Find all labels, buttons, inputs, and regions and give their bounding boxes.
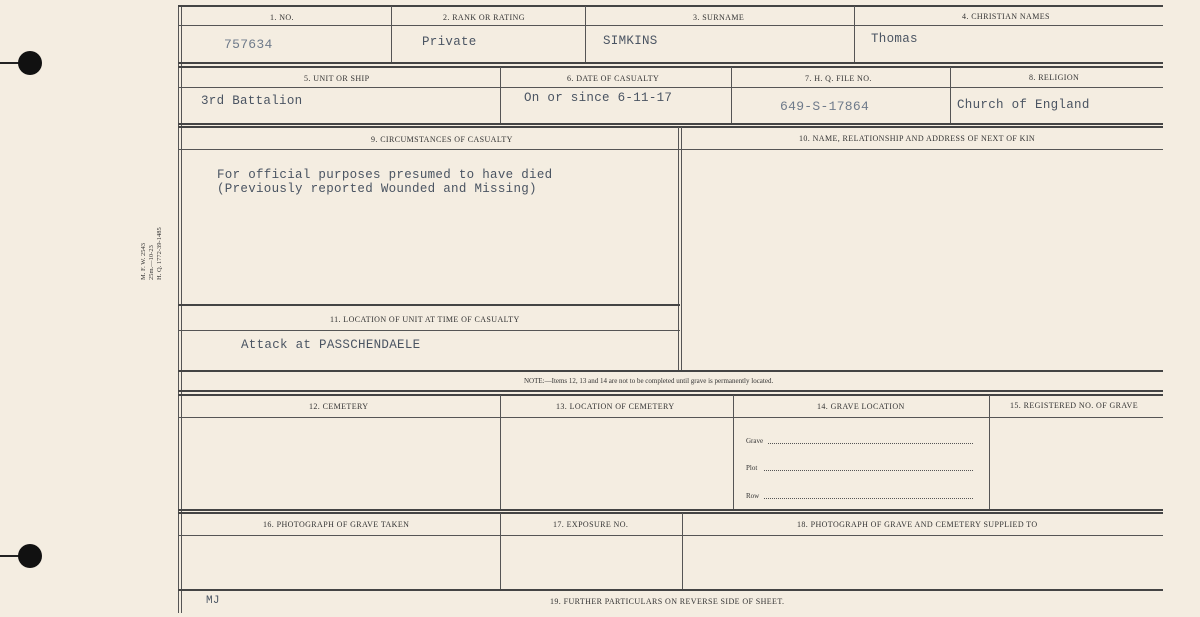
value-unit: 3rd Battalion [201,94,303,108]
rule [178,126,1163,128]
rule [178,535,1163,536]
value-surname: SIMKINS [603,34,658,48]
footer-note: 19. FURTHER PARTICULARS ON REVERSE SIDE OF SHEET. [550,597,785,606]
value-date: On or since 6-11-17 [524,91,673,105]
rule [178,66,1163,68]
label-exposure: 17. EXPOSURE NO. [553,520,629,529]
divider [681,127,682,371]
label-grave: Grave [746,437,764,445]
value-no: 757634 [224,37,273,52]
divider [733,395,734,509]
divider [682,513,683,590]
label-plot: Plot [746,464,758,472]
value-hqfile: 649-S-17864 [780,99,870,114]
rule [178,512,1163,514]
label-surname: 3. SURNAME [693,13,745,22]
divider [391,6,392,62]
label-date: 6. DATE OF CASUALTY [567,74,660,83]
value-rank: Private [422,35,477,49]
grave-dots [768,443,973,444]
label-row: Row [746,492,760,500]
label-hqfile: 7. H. Q. FILE NO. [805,74,872,83]
divider [500,67,501,123]
divider [585,6,586,62]
row-dots [764,498,973,499]
rule [178,394,1163,396]
rule [178,304,680,306]
plot-dots [764,470,973,471]
value-location: Attack at PASSCHENDAELE [241,338,421,352]
label-location: 11. LOCATION OF UNIT AT TIME OF CASUALTY [330,315,520,324]
rule [178,370,1163,372]
divider [989,395,990,509]
form-left-border [178,5,179,613]
label-kin: 10. NAME, RELATIONSHIP AND ADDRESS OF NEXT OF KIN [799,134,1036,143]
rule [178,330,680,331]
divider [731,67,732,123]
divider [678,127,679,371]
label-registered: 15. REGISTERED NO. OF GRAVE [1010,401,1138,410]
divider [854,6,855,62]
label-photo-taken: 16. PHOTOGRAPH OF GRAVE TAKEN [263,520,410,529]
label-cem-location: 13. LOCATION OF CEMETERY [556,402,675,411]
label-rank: 2. RANK OR RATING [443,13,525,22]
binder-hole-bottom [18,544,42,568]
margin-print [140,227,164,280]
side-print-3: H. Q. 1772-39-1485 [156,227,163,280]
form-left-border-2 [181,5,182,613]
note-text: NOTE:—Items 12, 13 and 14 are not to be completed until grave is permanently located. [524,377,774,385]
divider [500,395,501,509]
value-circumstances-2: (Previously reported Wounded and Missing) [217,182,537,196]
label-photo-supplied: 18. PHOTOGRAPH OF GRAVE AND CEMETERY SUPPLIED TO [797,520,1038,529]
rule [178,5,1163,7]
initials: MJ [206,595,220,607]
rule [178,62,1163,64]
divider [950,67,951,123]
rule [178,25,1163,26]
side-print-1: M. F. W. 2543 [140,242,147,280]
value-circumstances-1: For official purposes presumed to have died [217,168,553,182]
label-circumstances: 9. CIRCUMSTANCES OF CASUALTY [371,135,513,144]
label-cemetery: 12. CEMETERY [309,402,369,411]
label-unit: 5. UNIT OR SHIP [304,74,370,83]
label-grave-location: 14. GRAVE LOCATION [817,402,905,411]
divider [500,513,501,590]
side-print-2: 25m.—10-23 [148,245,155,280]
rule [178,589,1163,591]
value-christian: Thomas [871,32,918,46]
rule [178,509,1163,511]
label-christian: 4. CHRISTIAN NAMES [962,12,1050,21]
label-religion: 8. RELIGION [1029,73,1080,82]
rule [178,149,1163,150]
value-religion: Church of England [957,98,1090,112]
rule [178,87,1163,88]
label-no: 1. NO. [270,13,294,22]
binder-hole-top [18,51,42,75]
rule [178,390,1163,392]
rule [178,417,1163,418]
rule [178,123,1163,125]
